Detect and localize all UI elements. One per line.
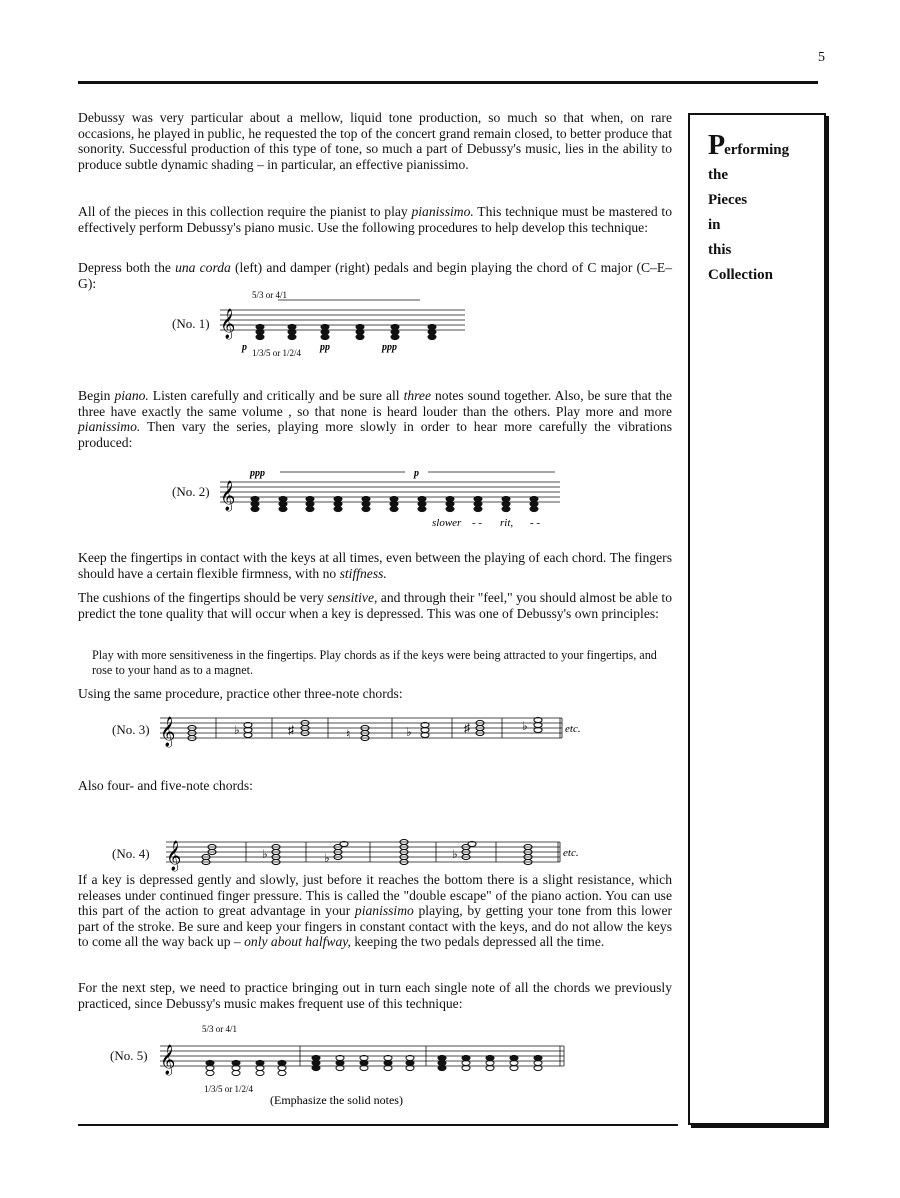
paragraph-9-c: keeping the two pedals depressed all the time. xyxy=(350,934,605,950)
paragraph-2-em: pianissimo. xyxy=(411,204,474,219)
paragraph-4-b: Listen carefully and critically and be sure all xyxy=(148,388,404,403)
svg-text:♭: ♭ xyxy=(324,851,330,865)
paragraph-9-b: playing, by getting your tone from this lower part of the stroke. Be sure and keep your fingers in constant contact with the keys, and do not allow the keys to come all the way back up – xyxy=(78,903,672,950)
paragraph-3-b: (left) and damper (right) pedals and begin playing the chord of C major (C–E–G): xyxy=(78,260,673,291)
treble-clef-icon: 𝄞 xyxy=(220,481,236,510)
svg-text:♭: ♭ xyxy=(234,723,240,737)
example-5-notation xyxy=(160,1018,580,1114)
sidebar-line-1: erforming xyxy=(724,142,790,158)
paragraph-9-em-2: only about halfway, xyxy=(244,934,351,950)
svg-text:♯: ♯ xyxy=(288,723,294,737)
sidebar-line-6: Collection xyxy=(708,267,773,283)
example-1-label: (No. 1) xyxy=(172,316,210,331)
ex2-dash-2: - - xyxy=(530,517,541,529)
treble-clef-icon: 𝄞 xyxy=(160,1045,176,1074)
paragraph-4-em-1: piano. xyxy=(114,388,149,403)
paragraph-2 xyxy=(78,204,672,235)
paragraph-4-c: notes sound together. Also, be sure that the three have exactly the same volume , so that none is heard louder than the others. Play more and more xyxy=(78,388,672,419)
paragraph-8: Also four- and five-note chords: xyxy=(78,778,253,793)
paragraph-9 xyxy=(78,872,672,950)
paragraph-4-em-3: pianissimo. xyxy=(78,419,141,435)
svg-text:♭: ♭ xyxy=(262,847,268,861)
paragraph-2-b: This technique must be mastered to effectively perform Debussy's piano music. Use the following procedures to help develop this technique: xyxy=(78,204,672,235)
sidebar-line-5: this xyxy=(708,242,732,258)
treble-clef-icon: 𝄞 xyxy=(166,841,182,870)
paragraph-6-a: The cushions of the fingertips should be very xyxy=(78,590,328,605)
sidebar-line-2: the xyxy=(708,167,728,183)
ex2-dyn-1: ppp xyxy=(250,468,265,479)
top-rule xyxy=(78,81,818,84)
debussy-quote: Play with more sensitiveness in the fingertips. Play chords as if the keys were being attracted to your fingertips, and rose to your hand as to a magnet. xyxy=(92,648,657,677)
paragraph-7: Using the same procedure, practice other three-note chords: xyxy=(78,686,403,701)
treble-clef-icon: 𝄞 xyxy=(160,717,176,746)
example-4-label: (No. 4) xyxy=(112,846,150,861)
paragraph-1: Debussy was very particular about a mellow, liquid tone production, so much so that when, on rare occasions, he played in public, he requested the top of the concert grand remain closed, to better produce that sonority. Successful production of this type of tone, so much a part of Debussy's music, lies in the ability to produce subtle dynamic shading – in particular, an effective pianissimo. xyxy=(78,110,672,172)
sidebar-box xyxy=(688,113,826,1125)
example-1-notation xyxy=(220,284,470,364)
example-4-notation xyxy=(166,834,586,874)
paragraph-10: For the next step, we need to practice bringing out in turn each single note of all the chords we previously practiced, since Debussy's music makes frequent use of this technique: xyxy=(78,980,672,1011)
svg-text:♮: ♮ xyxy=(346,727,351,741)
ex5-caption: (Emphasize the solid notes) xyxy=(270,1093,403,1107)
treble-clef-icon: 𝄞 xyxy=(220,309,236,338)
paragraph-9-a: If a key is depressed gently and slowly, just before it reaches the bottom there is a slight resistance, which releases under continued finger pressure. This is called the "double escape" of the piano action. You can use this part of the action to great advantage in your xyxy=(78,872,672,919)
paragraph-4-a: Begin xyxy=(78,388,115,403)
example-2-notation xyxy=(220,462,565,534)
paragraph-3-a: Depress both the xyxy=(78,260,176,275)
svg-text:♭: ♭ xyxy=(406,725,412,739)
example-2-label: (No. 2) xyxy=(172,484,210,499)
ex5-fingering-bottom: 1/3/5 or 1/2/4 xyxy=(204,1084,253,1094)
paragraph-6-b: and through their "feel," you should almost be able to predict the tone quality that will occur when a key is depressed. This was one of Debussy's own principles: xyxy=(78,590,673,621)
sidebar-line-3: Pieces xyxy=(708,192,748,208)
svg-text:♭: ♭ xyxy=(452,847,458,861)
paragraph-6-em: sensitive, xyxy=(327,590,378,605)
ex2-tempo-2: rit, xyxy=(500,517,514,529)
example-3-notation xyxy=(160,710,590,750)
sidebar-drop-cap: P xyxy=(708,130,726,161)
paragraph-5-a: Keep the fingertips in contact with the keys at all times, even between the playing of each chord. The fingers should have a certain flexible firmness, with no xyxy=(78,550,672,581)
page-number: 5 xyxy=(818,50,825,65)
sidebar-title xyxy=(708,130,790,288)
paragraph-5 xyxy=(78,550,672,581)
ex1-dyn-3: ppp xyxy=(382,342,397,353)
paragraph-4 xyxy=(78,388,672,450)
ex2-dyn-2: p xyxy=(414,468,419,479)
ex3-etc: etc. xyxy=(565,723,581,735)
ex1-fingering-top: 5/3 or 4/1 xyxy=(252,290,287,300)
example-3-label: (No. 3) xyxy=(112,722,150,737)
paragraph-9-em-1: pianissimo xyxy=(354,903,414,919)
paragraph-4-d: Then vary the series, playing more slowly in order to hear more carefully the vibrations produced: xyxy=(78,419,672,450)
paragraph-5-em: stiffness. xyxy=(339,565,387,581)
paragraph-4-em-2: three xyxy=(403,388,431,403)
ex5-fingering-top: 5/3 or 4/1 xyxy=(202,1024,237,1034)
svg-text:♯: ♯ xyxy=(464,721,470,735)
ex1-dyn-1: p xyxy=(242,342,247,353)
ex1-dyn-2: pp xyxy=(320,342,330,353)
ex1-fingering-bottom: 1/3/5 or 1/2/4 xyxy=(252,348,301,358)
svg-text:♭: ♭ xyxy=(522,719,528,733)
paragraph-3-em: una corda xyxy=(175,260,231,275)
paragraph-2-a: All of the pieces in this collection require the pianist to play xyxy=(78,204,412,219)
sidebar-line-4: in xyxy=(708,217,721,233)
example-5-label: (No. 5) xyxy=(110,1048,148,1063)
bottom-rule xyxy=(78,1124,678,1126)
paragraph-6 xyxy=(78,590,672,621)
ex2-tempo-1: slower xyxy=(432,517,462,529)
ex2-dash-1: - - xyxy=(472,517,483,529)
ex4-etc: etc. xyxy=(563,847,579,859)
